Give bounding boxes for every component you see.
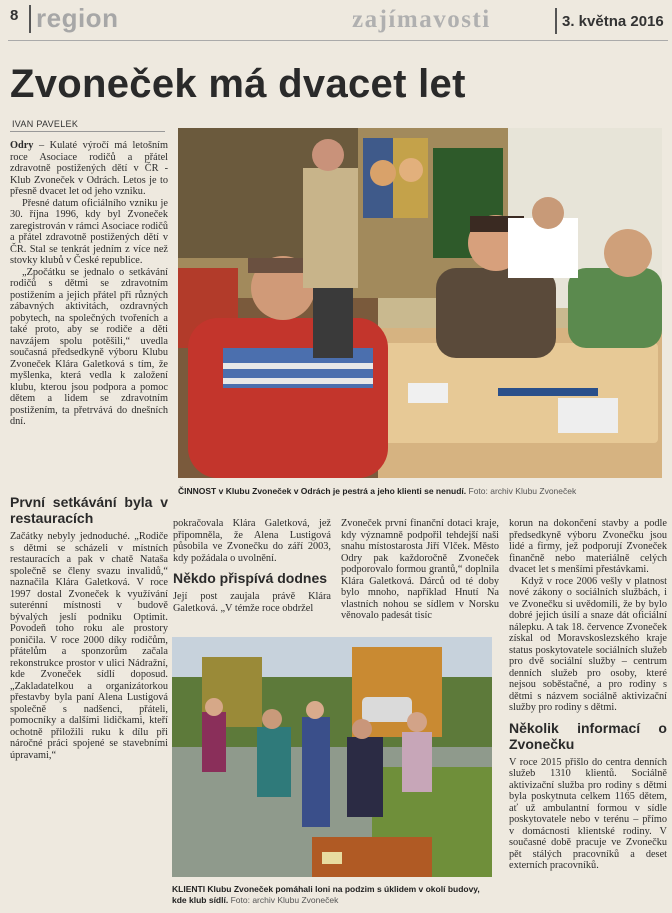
- dateline: Odry: [10, 140, 34, 151]
- article-paragraph: pokračovala Klára Galetková, jež připomněla, že Alena Lustigová působila ve Zvonečku do září 2003, kdy požádala o uvolnění.: [173, 518, 331, 564]
- photo-caption: ČINNOST v Klubu Zvoneček v Odrách je pestrá a jeho klienti se nenudí. Foto: archiv Klubu Zvoneček: [178, 486, 577, 496]
- article-paragraph: Přesné datum oficiálního vzniku je 30. října 1996, kdy byl Zvoneček zaregistrován v rámci Asociace rodičů a přátel zdravotně postižených dětí v ČR. Stal se tenkrát jedním z více než stovky klubů v České republice.: [10, 197, 168, 266]
- photo-workshop: [178, 128, 662, 478]
- article-column-1-lower: [10, 494, 168, 761]
- byline-rule: [10, 131, 165, 132]
- header-divider: [29, 5, 31, 33]
- photo-autumn-cleanup-illustration: [172, 637, 492, 877]
- photo-caption: KLIENTI Klubu Zvoneček pomáhali loni na podzim s úklidem v okolí budovy, kde klub sídlí. Foto: archiv Klubu Zvoneček: [172, 884, 480, 905]
- subheading: První setkávání byla v restauracích: [10, 494, 168, 526]
- article-column-1: [10, 140, 168, 428]
- issue-date: 3. května 2016: [562, 13, 664, 30]
- article-paragraph: V roce 2015 přišlo do centra denních služeb 1310 klientů. Sociálně aktivizační služba pro rodiny s dětmi byla poskytnuta celkem 1165 dětem, ať už ambulantní formou v sídle poskytovatele nebo v terénu – přímo v domácnosti klientské rodiny. V současné době pracuje ve Zvonečku pět stálých pracovníků a deset externích pracovníků.: [509, 756, 667, 871]
- article-paragraph: „Zpočátku se jednalo o setkávání rodičů s dětmi se zdravotním postižením a jejich přátel při různých zábavných aktivitách, ozdravných pobytech, na společných tvořeních a také proto, aby se rodiče a děti navzájem spolu potěšili,“ uvedla současná předsedkyně výboru Klubu Zvoneček Klára Galetková s tím, že myšlenka, která vedla k založení klubu, kterou jsou podpora a pomoc dětem a lidem se zdravotním postižením, ta přetrvává do dnešních dní.: [10, 266, 168, 427]
- photo-credit: Foto: archiv Klubu Zvoneček: [230, 895, 339, 905]
- subheading: Někdo přispívá dodnes: [173, 570, 328, 586]
- article-paragraph: Její post zaujala právě Klára Galetková. „V témže roce obdržel: [173, 591, 331, 614]
- article-column-2: [173, 518, 331, 614]
- photo-workshop-illustration: [178, 128, 662, 478]
- page-number: 8: [10, 7, 19, 24]
- author-byline: IVAN PAVELEK: [12, 119, 79, 129]
- article-paragraph: Když v roce 2006 vešly v platnost nové zákony o sociálních službách, i ve Zvonečku si uvědomili, že by bylo dobré jejich úsilí a snaze dát oficiální nálepku. A tak 18. července Zvoneček získal od Moravskoslezského kraje status poskytovatele sociálních služeb pro dvě sociální služby – centrum denních služeb pro osoby, které nejsou soběstačné, a pro rodiny s dětmi s názvem sociálně aktivizační služby pro rodiny s dětmi.: [509, 575, 667, 713]
- article-paragraph: korun na dokončení stavby a podle předsedkyně výboru Zvonečku jsou lidé a firmy, jež podporují Zvoneček finančně nebo materiálně celých dvacet let s menšími přestávkami.: [509, 518, 667, 575]
- subheading: Několik informací o Zvonečku: [509, 719, 667, 752]
- subsection-title: zajímavosti: [352, 6, 491, 33]
- section-title: region: [36, 3, 119, 33]
- header-rule: [8, 40, 668, 41]
- headline: Zvoneček má dvacet let: [10, 62, 466, 106]
- photo-credit: Foto: archiv Klubu Zvoneček: [468, 486, 577, 496]
- article-column-4: [509, 518, 667, 872]
- article-column-3: [341, 518, 499, 622]
- photo-autumn-cleanup: [172, 637, 492, 877]
- header-divider: [555, 8, 557, 34]
- article-paragraph: Odry – Kulaté výročí má letošním roce Asociace rodičů a přátel zdravotně postižených dětí v ČR - Klub Zvoneček v Odrách. Letos je to přesně dvacet let od jeho vzniku.: [10, 140, 168, 197]
- article-paragraph: Začátky nebyly jednoduché. „Rodiče s dětmi se scházeli v místních restauracích a pak v chatě Nataša společně se členy svazu invalidů,“ naznačila Klára Galetková. V roce 1997 dostal Zvoneček k využívání suterénní místnosti v budově bývalých jeslí podniku Optimit. Povodeň toho roku ale prostory poničila. V roce 2000 díky rodičům, přátelům a sponzorům začala rekonstrukce prostor v ulici Nádražní, kde Zvoneček sídlí doposud. „Zakladatelkou a organizátorkou přestavby byla paní Alena Lustigová společně s nadšenci, přáteli, pomocníky a dalšími lidičkami, kteří ochotně přiložili ruku k dílu při náročné práci spojené se stavebními úpravami,“: [10, 531, 168, 761]
- article-paragraph: Zvoneček první finanční dotaci kraje, kdy významně podpořil tehdejší naši snahu místostarosta Jiří Vlček. Město Odry pak každoročně Zvoneček podporovalo formou grantů,“ doplnila Klára Galetková. Dárců od té doby bylo mnoho, například Hnutí Na vlastních nohou se sídlem v Norsku věnovalo padesát tisíc: [341, 518, 499, 621]
